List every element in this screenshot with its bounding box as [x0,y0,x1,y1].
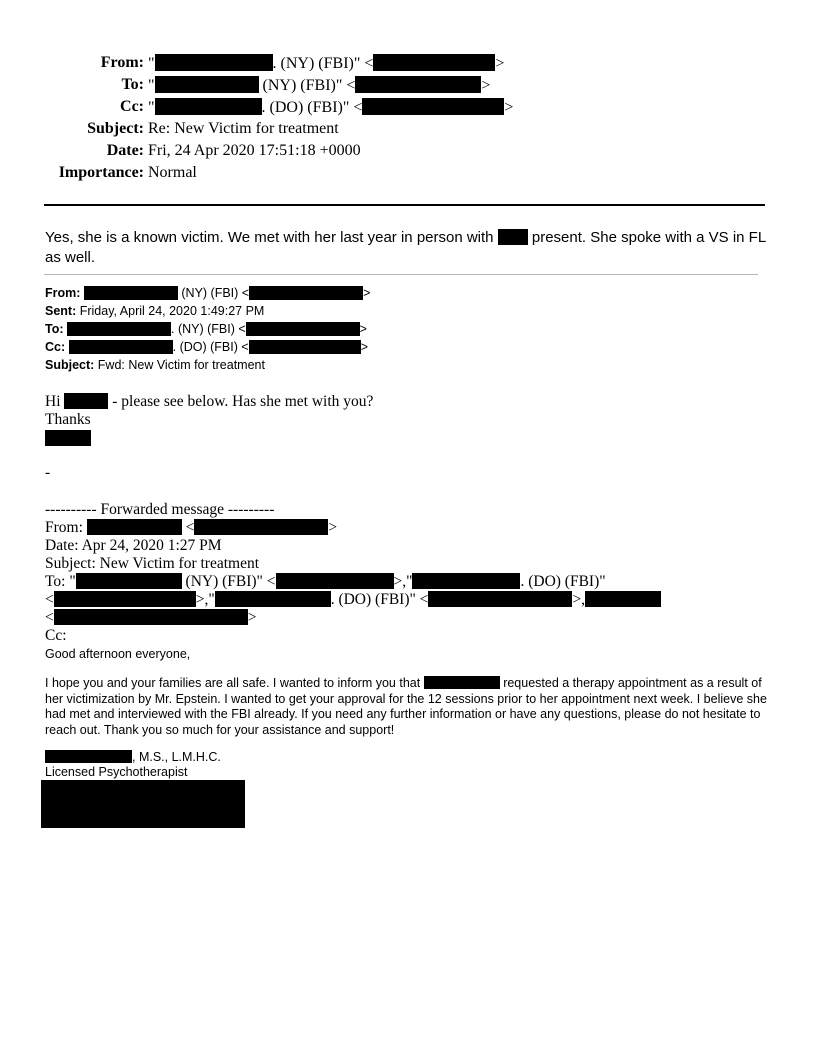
message1-greeting [45,393,373,411]
signature-credentials: , M.S., L.M.H.C. [132,750,221,764]
to-mid: (NY) (FBI)" < [258,77,356,94]
redaction-block [155,98,262,115]
importance-label: Importance: [58,164,144,181]
forwarded-to3-a: < [45,609,54,626]
from-quote: " [148,55,155,72]
redaction-block [246,322,360,336]
signature-title: Licensed Psychotherapist [45,765,188,779]
redaction-block [64,393,108,409]
redaction-block [87,519,182,535]
fwd1-to-mid: . (NY) (FBI) < [171,322,246,336]
forwarded-to-row-3 [45,609,257,627]
forwarded-to-row-2 [45,591,661,609]
redaction-block [249,286,363,300]
quoted-divider [44,274,758,275]
redaction-block [276,573,394,589]
from-close: > [495,55,505,72]
cc-mid: . (DO) (FBI)" < [261,99,363,116]
redaction-block [585,591,661,607]
reply-text-a: Yes, she is a known victim. We met with her last year in person with [45,229,494,246]
redaction-block [424,676,500,689]
redaction-block [215,591,331,607]
signature-redaction [45,430,91,446]
forwarded-from-close: > [328,519,338,536]
message1-thanks: Thanks [45,411,91,428]
redaction-block [362,98,504,115]
fwd1-from-mid: (NY) (FBI) < [177,286,250,300]
redaction-block [45,750,132,763]
forwarded-to2-d: >, [572,591,586,608]
forwarded-to2-b: >," [195,591,215,608]
redaction-block [67,322,171,336]
fwd1-sent-label: Sent: [45,304,77,318]
redaction-block [54,591,196,607]
cc-label: Cc: [120,98,144,115]
forwarded-subject: Subject: New Victim for treatment [45,555,260,572]
forwarded-from-label: From: [45,519,83,536]
forwarded-divider: ---------- Forwarded message --------- [45,501,275,518]
fwd1-from-row [45,285,370,301]
date-label: Date: [106,142,144,159]
redaction-block [76,573,182,589]
redaction-block [84,286,178,300]
fwd1-cc-label: Cc: [45,340,66,354]
subject-value: Re: New Victim for treatment [148,120,339,137]
redaction-block [249,340,361,354]
forwarded-from-row [45,519,337,537]
forwarded-to-label: To: " [45,573,76,590]
importance-value: Normal [148,164,197,181]
forwarded-to-b: >," [393,573,413,590]
forwarded-from-mid: < [181,519,195,536]
signature-line [45,750,221,765]
redaction-block [428,591,572,607]
redaction-block [498,229,528,245]
letter-greeting: Good afternoon everyone, [45,647,191,661]
fwd1-from-label: From: [45,286,81,300]
letter-text-a: I hope you and your families are all safe. I wanted to inform you that [45,676,421,690]
fwd1-to-row [45,321,367,337]
redaction-block [54,609,248,625]
message1-dash: - [45,464,51,481]
from-label: From: [100,54,144,71]
letter-text-b: requested a therapy appointment as a result of her victimization by Mr. Epstein. I wanted to get your approval for the 12 sessions prior to her appointment next week. I believe she had met and interviewed with the FBI already. If you need any further information or have any questions, please do not hesitate to reach out. Thank you so much for your assistance and support! [45,676,767,737]
subject-label: Subject: [87,120,144,137]
forwarded-to2-a: < [45,591,54,608]
redaction-block [412,573,520,589]
cc-quote: " [148,99,155,116]
fwd1-subject-row [45,357,265,373]
message1-hi-rest: - please see below. Has she met with you? [108,393,374,410]
redaction-block [355,76,481,93]
from-mid: . (NY) (FBI)" < [272,55,374,72]
reply-body [45,228,775,268]
message1-hi: Hi [45,393,61,410]
fwd1-to-close: > [359,322,367,336]
fwd1-from-close: > [363,286,371,300]
redaction-block [373,54,495,71]
fwd1-sent-row [45,303,264,319]
fwd1-cc-mid: . (DO) (FBI) < [172,340,249,354]
redaction-block [194,519,328,535]
to-quote: " [148,77,155,94]
fwd1-cc-close: > [360,340,368,354]
fwd1-subject-label: Subject: [45,358,95,372]
redaction-block [155,54,273,71]
fwd1-to-label: To: [45,322,64,336]
fwd1-sent-value: Friday, April 24, 2020 1:49:27 PM [76,304,265,318]
fwd1-cc-row [45,339,368,355]
forwarded-to-row [45,573,606,591]
redaction-block [155,76,259,93]
forwarded-cc: Cc: [45,627,67,644]
fwd1-subject-value: Fwd: New Victim for treatment [94,358,265,372]
letter-paragraph [45,676,775,738]
to-close: > [481,77,491,94]
date-value: Fri, 24 Apr 2020 17:51:18 +0000 [148,142,361,159]
cc-close: > [504,99,514,116]
forwarded-to-c: . (DO) (FBI)" [520,573,606,590]
forwarded-to-a: (NY) (FBI)" < [181,573,276,590]
to-label: To: [121,76,144,93]
forwarded-date: Date: Apr 24, 2020 1:27 PM [45,537,222,554]
forwarded-to2-c: . (DO) (FBI)" < [330,591,429,608]
header-divider [44,204,765,206]
reply-text-b: present. She spoke with a VS in FL as well. [45,229,766,266]
forwarded-to3-b: > [247,609,257,626]
signature-block-redaction [41,780,245,828]
redaction-block [69,340,173,354]
